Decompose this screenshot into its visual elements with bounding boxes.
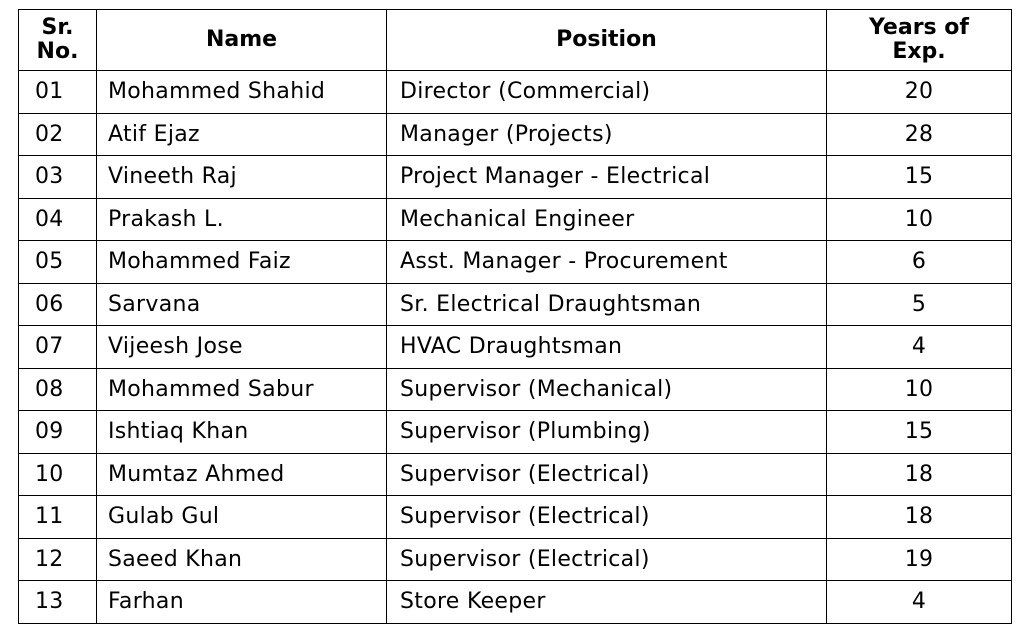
cell-years: 10 bbox=[827, 198, 1012, 241]
table-row bbox=[19, 326, 1012, 369]
header-name: Name bbox=[97, 10, 387, 71]
cell-name: Ishtiaq Khan bbox=[97, 411, 387, 454]
cell-name: Saeed Khan bbox=[97, 538, 387, 581]
cell-name: Prakash L. bbox=[97, 198, 387, 241]
table-row bbox=[19, 71, 1012, 114]
cell-position: HVAC Draughtsman bbox=[387, 326, 827, 369]
cell-name: Mumtaz Ahmed bbox=[97, 453, 387, 496]
cell-sr-no: 01 bbox=[19, 71, 97, 114]
cell-years: 20 bbox=[827, 71, 1012, 114]
header-sr-no bbox=[19, 10, 97, 71]
cell-sr-no: 03 bbox=[19, 156, 97, 199]
header-years-line2: Exp. bbox=[892, 39, 946, 64]
cell-sr-no: 04 bbox=[19, 198, 97, 241]
cell-position: Supervisor (Plumbing) bbox=[387, 411, 827, 454]
cell-sr-no: 05 bbox=[19, 241, 97, 284]
cell-name: Mohammed Sabur bbox=[97, 368, 387, 411]
cell-sr-no: 09 bbox=[19, 411, 97, 454]
cell-name: Sarvana bbox=[97, 283, 387, 326]
cell-position: Supervisor (Mechanical) bbox=[387, 368, 827, 411]
cell-sr-no: 13 bbox=[19, 581, 97, 624]
header-years bbox=[827, 10, 1012, 71]
cell-sr-no: 07 bbox=[19, 326, 97, 369]
cell-years: 15 bbox=[827, 411, 1012, 454]
cell-years: 10 bbox=[827, 368, 1012, 411]
cell-years: 4 bbox=[827, 581, 1012, 624]
staff-table bbox=[18, 9, 1012, 624]
table-row bbox=[19, 198, 1012, 241]
cell-name: Farhan bbox=[97, 581, 387, 624]
cell-position: Manager (Projects) bbox=[387, 113, 827, 156]
table-row bbox=[19, 453, 1012, 496]
cell-sr-no: 11 bbox=[19, 496, 97, 539]
table-row bbox=[19, 581, 1012, 624]
cell-years: 5 bbox=[827, 283, 1012, 326]
cell-name: Gulab Gul bbox=[97, 496, 387, 539]
cell-position: Supervisor (Electrical) bbox=[387, 496, 827, 539]
table-row bbox=[19, 156, 1012, 199]
cell-years: 6 bbox=[827, 241, 1012, 284]
cell-name: Vineeth Raj bbox=[97, 156, 387, 199]
cell-sr-no: 12 bbox=[19, 538, 97, 581]
cell-name: Mohammed Faiz bbox=[97, 241, 387, 284]
cell-years: 18 bbox=[827, 496, 1012, 539]
cell-sr-no: 06 bbox=[19, 283, 97, 326]
cell-position: Supervisor (Electrical) bbox=[387, 538, 827, 581]
cell-years: 28 bbox=[827, 113, 1012, 156]
cell-position: Sr. Electrical Draughtsman bbox=[387, 283, 827, 326]
cell-position: Director (Commercial) bbox=[387, 71, 827, 114]
header-position: Position bbox=[387, 10, 827, 71]
table-row bbox=[19, 368, 1012, 411]
cell-years: 4 bbox=[827, 326, 1012, 369]
cell-name: Mohammed Shahid bbox=[97, 71, 387, 114]
cell-sr-no: 10 bbox=[19, 453, 97, 496]
cell-sr-no: 08 bbox=[19, 368, 97, 411]
cell-years: 15 bbox=[827, 156, 1012, 199]
cell-position: Asst. Manager - Procurement bbox=[387, 241, 827, 284]
table-row bbox=[19, 411, 1012, 454]
table-row bbox=[19, 113, 1012, 156]
header-sr-line2: No. bbox=[36, 39, 79, 64]
cell-years: 19 bbox=[827, 538, 1012, 581]
cell-years: 18 bbox=[827, 453, 1012, 496]
cell-position: Supervisor (Electrical) bbox=[387, 453, 827, 496]
header-sr-line1: Sr. bbox=[41, 15, 74, 40]
table-row bbox=[19, 283, 1012, 326]
header-row bbox=[19, 10, 1012, 71]
cell-position: Project Manager - Electrical bbox=[387, 156, 827, 199]
table-row bbox=[19, 241, 1012, 284]
table-row bbox=[19, 496, 1012, 539]
cell-sr-no: 02 bbox=[19, 113, 97, 156]
header-years-line1: Years of bbox=[869, 15, 969, 40]
cell-name: Atif Ejaz bbox=[97, 113, 387, 156]
cell-name: Vijeesh Jose bbox=[97, 326, 387, 369]
cell-position: Store Keeper bbox=[387, 581, 827, 624]
cell-position: Mechanical Engineer bbox=[387, 198, 827, 241]
table-row bbox=[19, 538, 1012, 581]
